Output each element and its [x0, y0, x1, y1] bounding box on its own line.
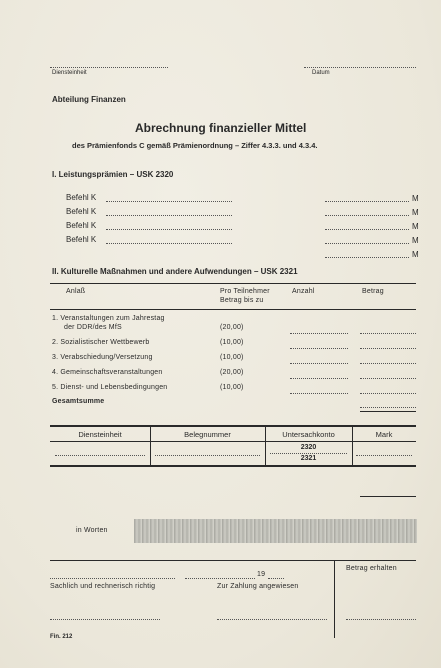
checked-signature-line[interactable]: [50, 619, 160, 620]
col-anzahl: Anzahl: [292, 288, 315, 295]
col-diensteinheit: Diensteinheit: [78, 430, 122, 439]
place-line[interactable]: [50, 578, 175, 579]
col-betrag: Betrag: [362, 288, 384, 295]
anzahl-line[interactable]: [290, 393, 348, 394]
rule: [334, 560, 335, 638]
befehl-line[interactable]: [106, 229, 232, 230]
befehl-label: Befehl K: [66, 221, 97, 230]
betrag-line[interactable]: [360, 363, 416, 364]
account-2321: 2321: [300, 455, 317, 462]
year-line[interactable]: [268, 578, 284, 579]
item-limit: (20,00): [220, 369, 244, 376]
section2-heading: II. Kulturelle Maßnahmen und andere Aufwendungen – USK 2321: [52, 267, 298, 276]
col-anlass: Anlaß: [66, 288, 86, 295]
receipt-entry[interactable]: [155, 455, 260, 456]
currency-label: M: [412, 222, 419, 231]
form-number: Fin. 212: [50, 634, 73, 640]
betrag-line[interactable]: [360, 348, 416, 349]
date-line[interactable]: [304, 67, 416, 68]
approved-signature-line[interactable]: [217, 619, 327, 620]
unit-entry[interactable]: [55, 455, 145, 456]
received-label: Betrag erhalten: [346, 565, 397, 572]
item-label: 1. Veranstaltungen zum Jahrestag: [52, 315, 165, 322]
currency-label: M: [412, 208, 419, 217]
item-label: 2. Sozialistischer Wettbewerb: [52, 339, 150, 346]
rule: [50, 283, 416, 284]
received-signature-line[interactable]: [346, 619, 416, 620]
befehl-label: Befehl K: [66, 193, 97, 202]
rule: [50, 425, 416, 427]
stamp-mark: [134, 519, 417, 543]
account-2320: 2320: [300, 444, 317, 451]
befehl-line[interactable]: [106, 201, 232, 202]
befehl-line[interactable]: [106, 243, 232, 244]
date-label: Datum: [312, 70, 330, 76]
checked-label: Sachlich und rechnerisch richtig: [50, 583, 156, 590]
total-label: Gesamtsumme: [52, 398, 105, 405]
anzahl-line[interactable]: [290, 363, 348, 364]
total-line[interactable]: [360, 407, 416, 408]
total-rule: [360, 411, 416, 412]
row-divider: [270, 453, 347, 454]
approved-label: Zur Zahlung angewiesen: [217, 583, 299, 590]
amount-line[interactable]: [325, 201, 409, 202]
betrag-line[interactable]: [360, 378, 416, 379]
betrag-line[interactable]: [360, 333, 416, 334]
department-label: Abteilung Finanzen: [52, 95, 126, 104]
sum-rule: [360, 496, 416, 497]
rule: [50, 441, 416, 442]
section1-heading: I. Leistungsprämien – USK 2320: [52, 170, 174, 179]
mark-entry[interactable]: [356, 455, 412, 456]
item-limit: (10,00): [220, 384, 244, 391]
anzahl-line[interactable]: [290, 348, 348, 349]
anzahl-line[interactable]: [290, 378, 348, 379]
item-label: 4. Gemeinschaftsveranstaltungen: [52, 369, 163, 376]
rule: [50, 465, 416, 467]
col-untersachkonto: Untersachkonto: [282, 430, 335, 439]
col-betrag-bis: Betrag bis zu: [220, 297, 264, 304]
anzahl-line[interactable]: [290, 333, 348, 334]
rule: [50, 309, 416, 310]
date-line[interactable]: [185, 578, 255, 579]
betrag-line[interactable]: [360, 393, 416, 394]
col-mark: Mark: [375, 430, 393, 439]
befehl-line[interactable]: [106, 215, 232, 216]
currency-label: M: [412, 236, 419, 245]
item-label: 3. Verabschiedung/Versetzung: [52, 354, 153, 361]
currency-label: M: [412, 194, 419, 203]
item-limit: (20,00): [220, 324, 244, 331]
befehl-label: Befehl K: [66, 207, 97, 216]
currency-label: M: [412, 250, 419, 259]
col-pro-teilnehmer: Pro Teilnehmer: [220, 288, 270, 295]
item-limit: (10,00): [220, 354, 244, 361]
amount-line[interactable]: [325, 243, 409, 244]
page-title: Abrechnung finanzieller Mittel: [135, 121, 307, 135]
amount-line[interactable]: [325, 215, 409, 216]
befehl-label: Befehl K: [66, 235, 97, 244]
page-subtitle: des Prämienfonds C gemäß Prämienordnung – Ziffer 4.3.3. und 4.3.4.: [72, 141, 318, 150]
in-words-label: in Worten: [76, 527, 108, 534]
unit-label: Diensteinheit: [52, 70, 87, 76]
year-prefix: 19: [257, 571, 266, 578]
item-label: 5. Dienst- und Lebensbedingungen: [52, 384, 168, 391]
rule: [50, 560, 416, 561]
total-amount-line[interactable]: [325, 257, 409, 258]
amount-line[interactable]: [325, 229, 409, 230]
item-label-cont: der DDR/des MfS: [64, 324, 122, 331]
unit-line[interactable]: [50, 67, 168, 68]
item-limit: (10,00): [220, 339, 244, 346]
col-belegnummer: Belegnummer: [184, 430, 231, 439]
